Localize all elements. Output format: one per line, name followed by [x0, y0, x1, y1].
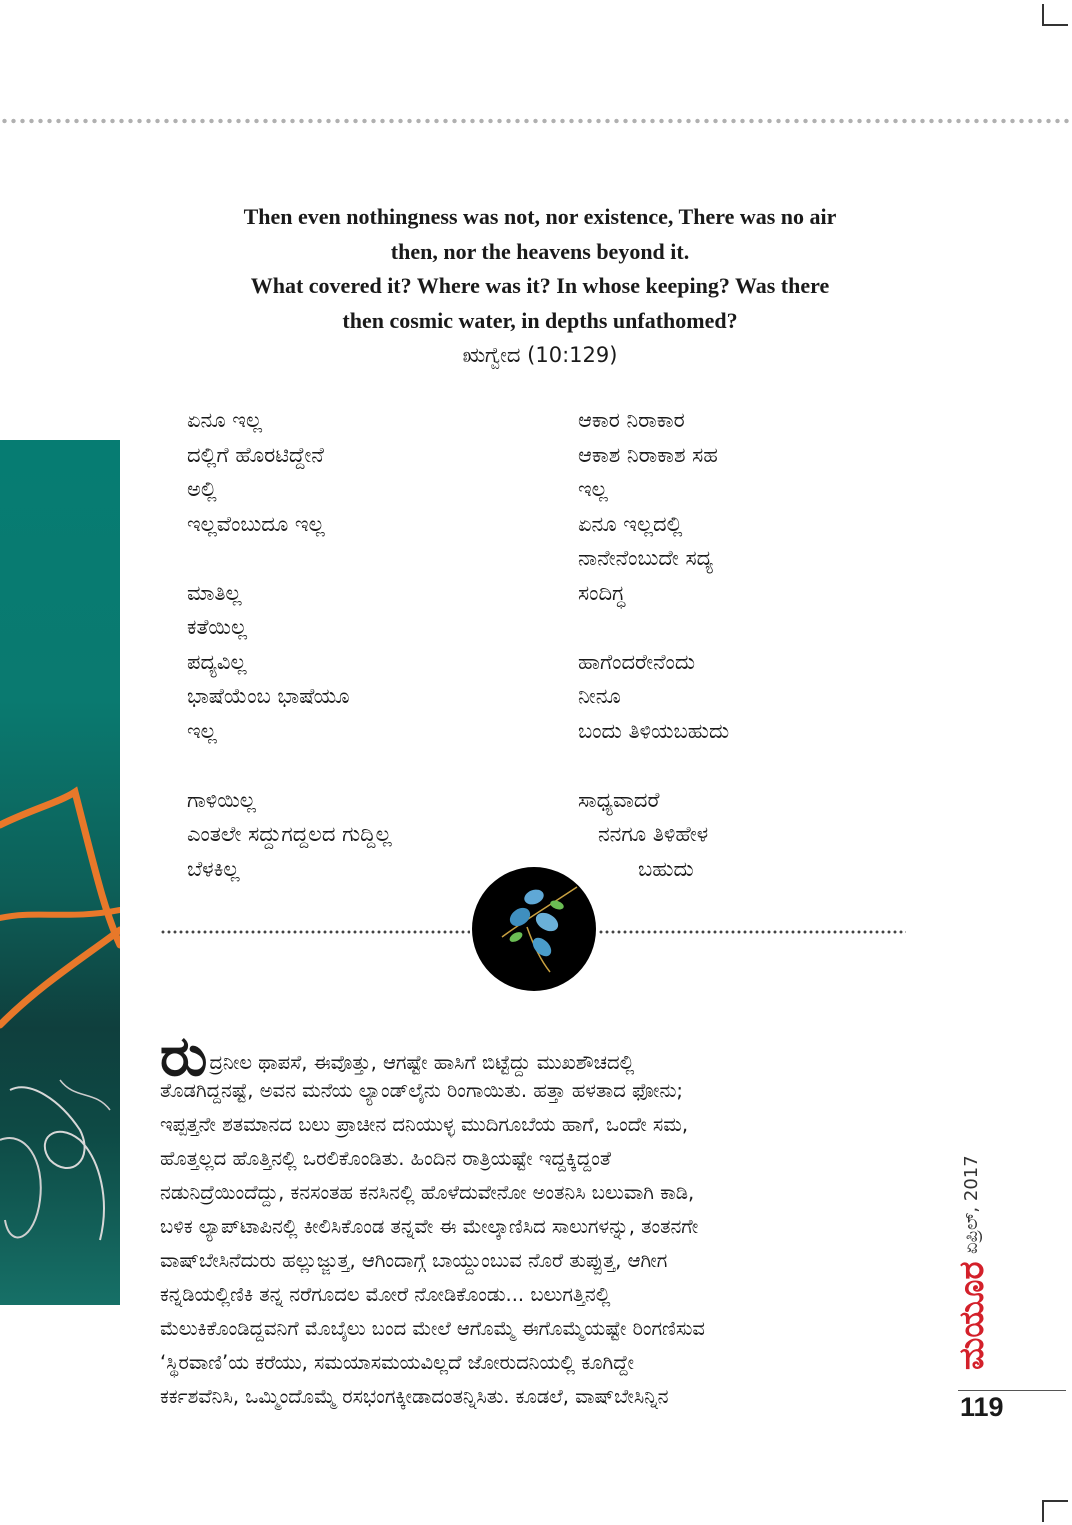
poem-line: ಪದ್ಯವಿಲ್ಲ [187, 649, 247, 674]
poem-line: ಆಕಾಶ ನಿರಾಕಾಶ ಸಹ [578, 442, 718, 467]
poem-line: ಕತೆಯಿಲ್ಲ [187, 615, 248, 639]
decorative-side-artwork [0, 440, 120, 1305]
poem-line: ಮಾತಿಲ್ಲ [187, 580, 242, 605]
poem-line: ಏನೂ ಇಲ್ಲದಲ್ಲಿ [578, 511, 683, 536]
poem-line: ಬೆಳಕಿಲ್ಲ [187, 856, 240, 881]
prose-line: ಕರ್ಕಶವೆನಿಸಿ, ಒಮ್ಮಿಂದೊಮ್ಮೆ ರಸಭಂಗಕ್ಕೀಡಾದಂತನ್ನಿಸಿತು. ಕೂಡಲೆ, ವಾಷ್‌ಬೇಸಿನ್ನಿನ [160, 1385, 669, 1408]
poem-line: ದಲ್ಲಿಗೆ ಹೊರಟಿದ್ದೇನೆ [187, 442, 324, 467]
epigraph-line: Then even nothingness was not, nor existence, There was no air [243, 204, 837, 229]
stanza-break [578, 748, 729, 783]
epigraph-line: then cosmic water, in depths unfathomed? [342, 307, 738, 333]
prose-line: ತೊಡಗಿದ್ದನಷ್ಟೆ, ಅವನ ಮನೆಯ ಲ್ಯಾಂಡ್‌ಲೈನು ರಿಂಗಾಯಿತು. ಹತ್ತಾ ಹಳತಾದ ಫೋನು; [160, 1079, 683, 1102]
prose-first-line [160, 1024, 905, 1089]
poem-right-column [578, 403, 729, 886]
epigraph [180, 200, 900, 373]
poem-line: ಇಲ್ಲ [187, 718, 217, 743]
crop-mark-top [1042, 4, 1068, 26]
leaf-icon [472, 867, 596, 991]
top-dotted-rule [0, 118, 1072, 124]
prose-line: ಬಳಿಕ ಲ್ಯಾಪ್‌ಟಾಪಿನಲ್ಲಿ ಕೀಲಿಸಿಕೊಂಡ ತನ್ನವೇ ಈ ಮೇಲ್ಕಾಣಿಸಿದ ಸಾಲುಗಳನ್ನು, ತಂತನಗೇ [160, 1215, 699, 1238]
poem-line: ಇಲ್ಲವೆಂಬುದೂ ಇಲ್ಲ [187, 511, 325, 536]
prose-line: ಕನ್ನಡಿಯಲ್ಲಿಣಿಕಿ ತನ್ನ ನರೆಗೂದಲ ಮೋರೆ ನೋಡಿಕೊಂಡು... ಬಲುಗತ್ತಿನಲ್ಲಿ [160, 1283, 611, 1306]
prose-line: ನಡುನಿದ್ರೆಯಿಂದೆದ್ದು, ಕನಸಂತಹ ಕನಸಿನಲ್ಲಿ ಹೊಳೆದುವೇನೋ ಅಂತನಿಸಿ ಬಲುವಾಗಿ ಕಾಡಿ, [160, 1181, 695, 1204]
epigraph-line: What covered it? Where was it? In whose keeping? Was there [250, 273, 830, 298]
stanza-break [187, 541, 392, 576]
leaf-ornament [472, 867, 596, 991]
prose-line: ಹೊತ್ತಲ್ಲದ ಹೊತ್ತಿನಲ್ಲಿ ಒರಲಿಕೊಂಡಿತು. ಹಿಂದಿನ ರಾತ್ರಿಯಷ್ಟೇ ಇದ್ದಕ್ಕಿದ್ದಂತೆ [160, 1147, 612, 1170]
prose-body [160, 1024, 905, 1414]
poem-line: ಬಹುದು [638, 856, 694, 881]
issue-date: ಏಪ್ರಿಲ್, 2017 [961, 1155, 982, 1254]
crop-mark-bottom [1042, 1500, 1068, 1522]
prose-line: ‘ಸ್ಥಿರವಾಣಿ’ಯ ಕರೆಯು, ಸಮಯಾಸಮಯವಿಲ್ಲದೆ ಜೋರುದನಿಯಲ್ಲಿ ಕೂಗಿದ್ದೇ [160, 1351, 634, 1374]
epigraph-line: then, nor the heavens beyond it. [390, 238, 690, 264]
poem-line: ಅಲ್ಲಿ [187, 477, 217, 501]
prose-line: ಇಪ್ಪತ್ತನೇ ಶತಮಾನದ ಬಲು ಪ್ರಾಚೀನ ದನಿಯುಳ್ಳ ಮುದಿಗೂಬೆಯ ಹಾಗೆ, ಒಂದೇ ಸಮ, [160, 1113, 689, 1136]
poem-line: ಸಾಧ್ಯವಾದರೆ [578, 787, 660, 812]
poem-left-column [187, 403, 392, 886]
poem-line: ಸಂದಿಗ್ಧ [578, 580, 626, 605]
poem-line: ಇಲ್ಲ [578, 477, 608, 501]
abstract-brush-illustration [0, 440, 120, 1305]
epigraph-citation: ಋಗ್ವೇದ (10:129) [462, 343, 618, 367]
stanza-break [187, 748, 392, 783]
prose-line: ವಾಷ್‌ಬೇಸಿನೆದುರು ಹಲ್ಲುಜ್ಜುತ್ತ, ಆಗಿಂದಾಗ್ಗೆ ಬಾಯ್ದುಂಬುವ ನೊರೆ ತುಪ್ಪುತ್ತ, ಆಗೀಗ [160, 1249, 668, 1272]
poem-line: ಭಾಷೆಯೆಂಬ ಭಾಷೆಯೂ [187, 684, 350, 708]
prose-line: ದ್ರನೀಲ ಥಾಪಸೆ, ಈವೊತ್ತು, ಆಗಷ್ಟೇ ಹಾಸಿಗೆ ಬಿಟ್ಟೆದ್ದು ಮುಖಶೌಚದಲ್ಲಿ [209, 1051, 635, 1074]
magazine-side-label [952, 1120, 992, 1370]
poem-line: ನನಗೂ ತಿಳಿಹೇಳ [598, 822, 709, 846]
poem-line: ಗಾಳಿಯಿಲ್ಲ [187, 787, 256, 812]
page-number-rule [958, 1390, 1066, 1391]
poem-line: ಆಕಾರ ನಿರಾಕಾರ [578, 408, 685, 432]
section-divider-left [160, 930, 470, 934]
poem-line: ಹಾಗೆಂದರೇನೆಂದು [578, 649, 696, 674]
poem-line: ಎಂತಲೇ ಸದ್ದುಗದ್ದಲದ ಗುದ್ದಿಲ್ಲ [187, 822, 392, 846]
magazine-logo: ಮಯೂರ [952, 1261, 992, 1370]
drop-cap: ರು [160, 1024, 208, 1089]
prose-line: ಮೆಲುಕಿಕೊಂಡಿದ್ದವನಿಗೆ ಮೊಬೈಲು ಬಂದ ಮೇಲೆ ಆಗೊಮ್ಮೆ ಈಗೊಮ್ಮೆಯಷ್ಟೇ ರಿಂಗಣಿಸುವ [160, 1317, 705, 1340]
poem-line: ನೀನೂ [578, 684, 621, 708]
section-divider-right [598, 930, 906, 934]
poem-line: ಬಂದು ತಿಳಿಯಬಹುದು [578, 718, 730, 743]
page-number: 119 [960, 1392, 1004, 1422]
stanza-break [578, 610, 729, 645]
poem-line: ಏನೂ ಇಲ್ಲ [187, 408, 263, 432]
poem-line: ನಾನೇನೆಂಬುದೇ ಸದ್ಯ [578, 546, 714, 570]
